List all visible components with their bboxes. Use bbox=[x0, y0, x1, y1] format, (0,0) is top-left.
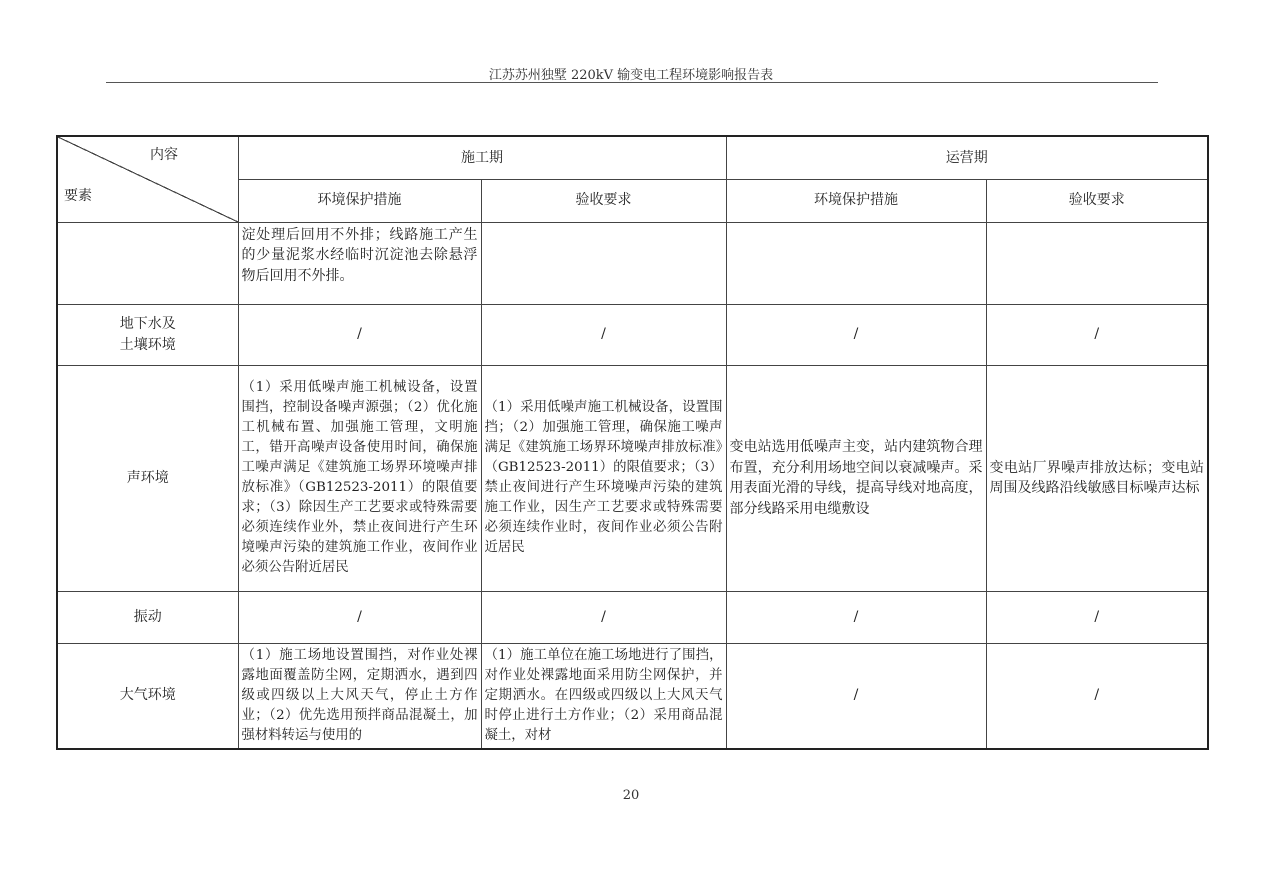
construction-period-header: 施工期 bbox=[238, 136, 726, 179]
corner-content-label: 内容 bbox=[150, 147, 178, 163]
construction-measures-cell: / bbox=[238, 304, 481, 365]
table-row bbox=[57, 365, 1208, 591]
operation-measures-cell bbox=[726, 222, 986, 304]
operation-measures-cell: / bbox=[726, 643, 986, 749]
table-row bbox=[57, 222, 1208, 304]
element-cell: 大气环境 bbox=[57, 643, 238, 749]
page-number: 20 bbox=[622, 788, 640, 803]
operation-acceptance-cell bbox=[986, 222, 1208, 304]
operation-period-header: 运营期 bbox=[726, 136, 1208, 179]
construction-measures-cell: 淀处理后回用不外排；线路施工产生的少量泥浆水经临时沉淀池去除悬浮物后回用不外排。 bbox=[238, 222, 481, 304]
construction-acceptance-cell: （1）施工单位在施工场地进行了围挡，对作业处裸露地面采用防尘网保护，并定期洒水。在四级或四级以上大风天气时停止进行土方作业；（2）采用商品混凝土，对材 bbox=[481, 643, 726, 749]
table-row bbox=[57, 643, 1208, 749]
group-header-row bbox=[57, 136, 1208, 179]
operation-acceptance-header: 验收要求 bbox=[986, 179, 1208, 222]
operation-acceptance-cell: / bbox=[986, 643, 1208, 749]
corner-element-label: 要素 bbox=[64, 188, 92, 204]
construction-measures-header: 环境保护措施 bbox=[238, 179, 481, 222]
element-cell: 声环境 bbox=[57, 365, 238, 591]
construction-acceptance-header: 验收要求 bbox=[481, 179, 726, 222]
element-cell bbox=[57, 222, 238, 304]
construction-acceptance-cell: / bbox=[481, 304, 726, 365]
construction-acceptance-cell: （1）采用低噪声施工机械设备，设置围挡；（2）加强施工管理，确保施工噪声满足《建筑施工场界环境噪声排放标准》（GB12523-2011）的限值要求；（3）禁止夜间进行产生环境噪声污染的建筑施工作业，因生产工艺要求或特殊需要必须连续作业时，夜间作业必须公告附近居民 bbox=[481, 365, 726, 591]
header-rule bbox=[106, 82, 1158, 83]
operation-measures-cell: 变电站选用低噪声主变，站内建筑物合理布置，充分利用场地空间以衰减噪声。采用表面光滑的导线，提高导线对地高度，部分线路采用电缆敷设 bbox=[726, 365, 986, 591]
construction-measures-cell: / bbox=[238, 591, 481, 643]
operation-acceptance-cell: / bbox=[986, 304, 1208, 365]
table-row bbox=[57, 304, 1208, 365]
measures-table bbox=[56, 135, 1209, 750]
construction-acceptance-cell: / bbox=[481, 591, 726, 643]
element-cell: 振动 bbox=[57, 591, 238, 643]
construction-measures-cell: （1）采用低噪声施工机械设备，设置围挡，控制设备噪声源强；（2）优化施工机械布置、加强施工管理，文明施工，错开高噪声设备使用时间，确保施工噪声满足《建筑施工场界环境噪声排放标准》（GB12523-2011）的限值要求；（3）除因生产工艺要求或特殊需要必须连续作业外，禁止夜间进行产生环境噪声污染的建筑施工作业，夜间作业必须公告附近居民 bbox=[238, 365, 481, 591]
element-cell: 地下水及 土壤环境 bbox=[57, 304, 238, 365]
operation-measures-cell: / bbox=[726, 591, 986, 643]
operation-measures-cell: / bbox=[726, 304, 986, 365]
operation-measures-header: 环境保护措施 bbox=[726, 179, 986, 222]
construction-acceptance-cell bbox=[481, 222, 726, 304]
document-header-title: 江苏苏州独墅 220kV 输变电工程环境影响报告表 bbox=[488, 68, 774, 83]
operation-acceptance-cell: 变电站厂界噪声排放达标；变电站周围及线路沿线敏感目标噪声达标 bbox=[986, 365, 1208, 591]
table-row bbox=[57, 591, 1208, 643]
operation-acceptance-cell: / bbox=[986, 591, 1208, 643]
corner-diagonal-cell bbox=[57, 136, 238, 222]
construction-measures-cell: （1）施工场地设置围挡，对作业处裸露地面覆盖防尘网，定期洒水，遇到四级或四级以上大风天气，停止土方作业；（2）优先选用预拌商品混凝土，加强材料转运与使用的 bbox=[238, 643, 481, 749]
